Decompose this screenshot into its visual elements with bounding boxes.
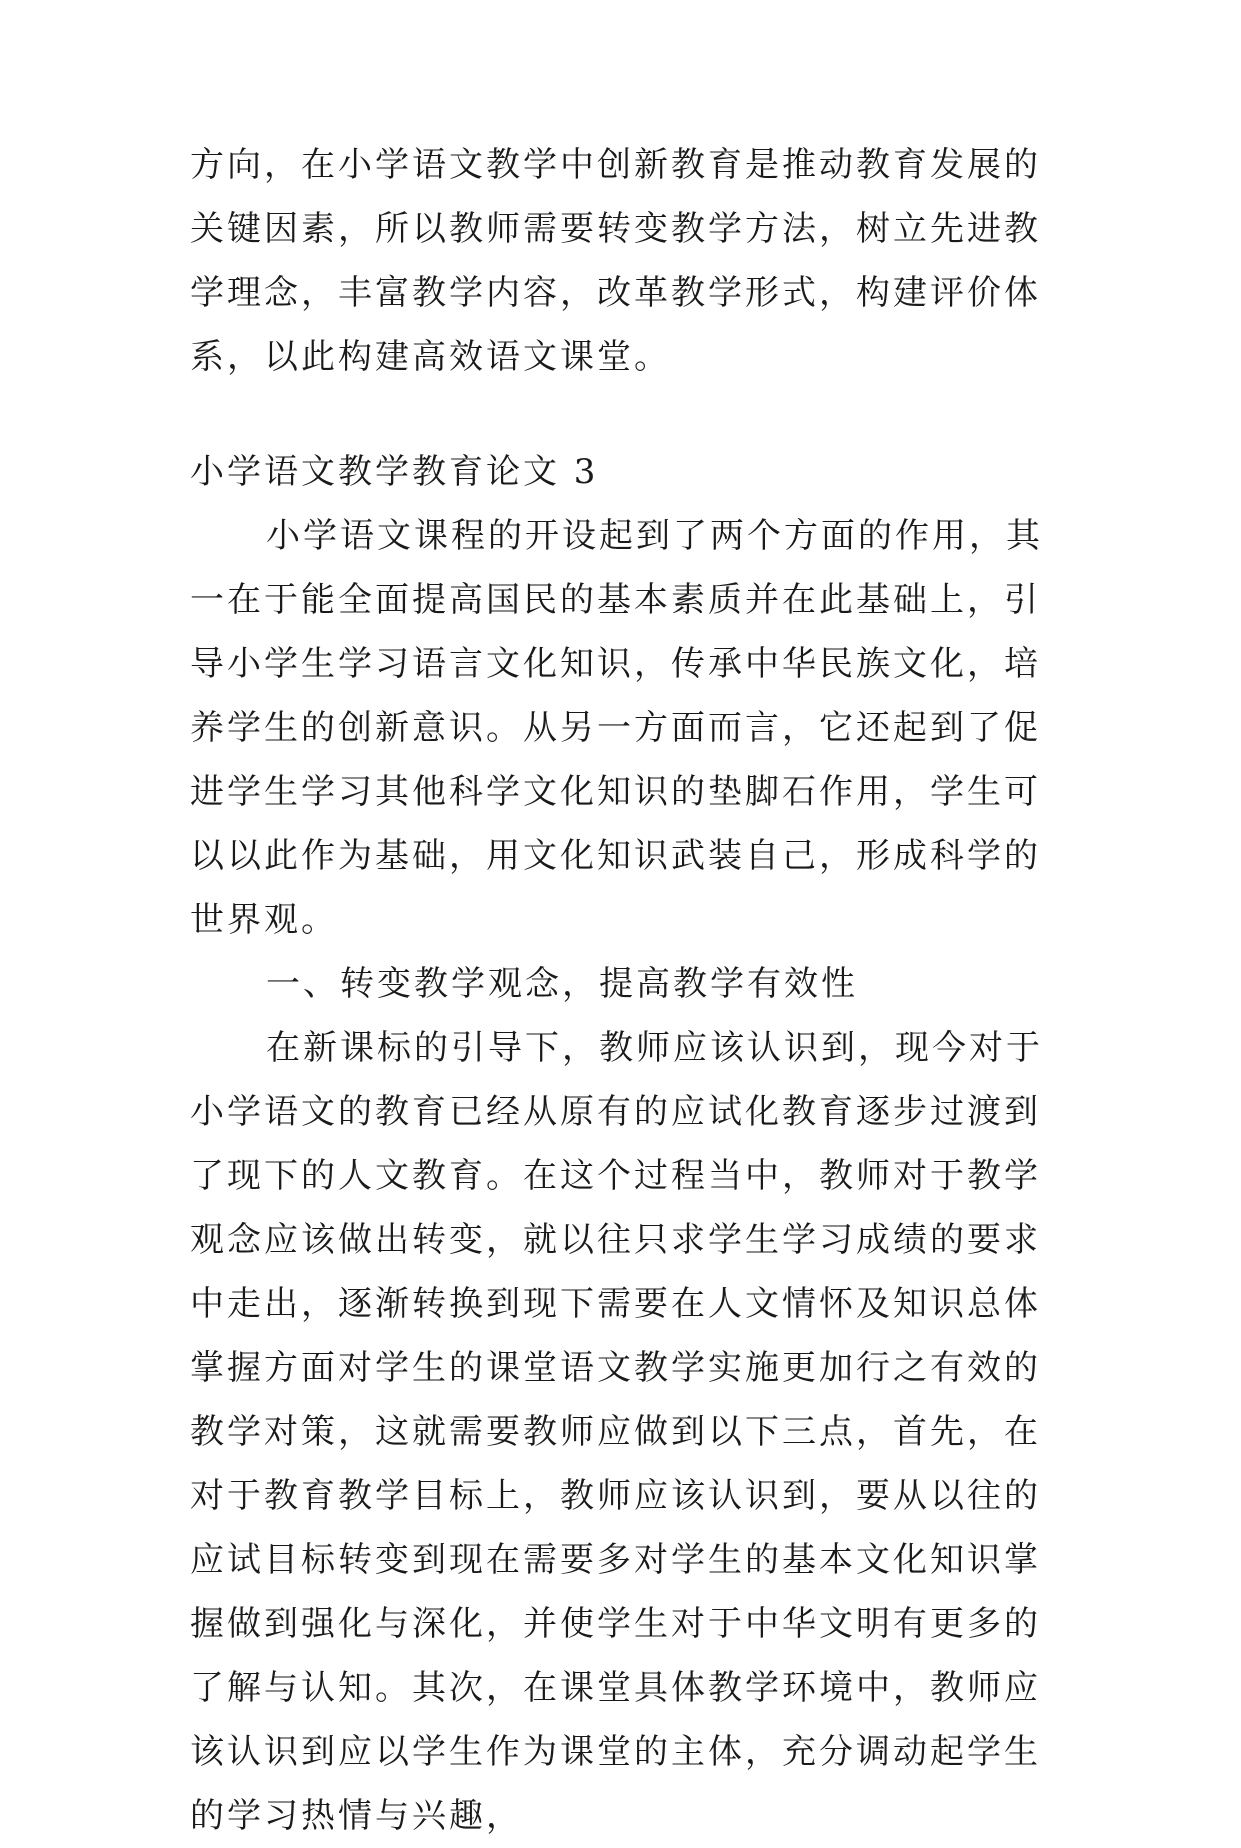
document-body-top [190, 133, 1050, 389]
section-title: 小学语文教学教育论文 3 [190, 452, 599, 492]
section-heading: 一、转变教学观念，提高教学有效性 [266, 964, 858, 1004]
continuation-paragraph: 方向，在小学语文教学中创新教育是推动教育发展的关键因素，所以教师需要转变教学方法，树立先进教学理念，丰富教学内容，改革教学形式，构建评价体系，以此构建高效语文课堂。 [190, 145, 1041, 377]
body-paragraph-1: 小学语文课程的开设起到了两个方面的作用，其一在于能全面提高国民的基本素质并在此基础上，引导小学生学习语言文化知识，传承中华民族文化，培养学生的创新意识。从另一方面而言，它还起到了促进学生学习其他科学文化知识的垫脚石作用，学生可以以此作为基础，用文化知识武装自己，形成科学的世界观。 [190, 516, 1043, 940]
document-body-main [190, 440, 1050, 1848]
body-paragraph-2: 在新课标的引导下，教师应该认识到，现今对于小学语文的教育已经从原有的应试化教育逐步过渡到了现下的人文教育。在这个过程当中，教师对于教学观念应该做出转变，就以往只求学生学习成绩的要求中走出，逐渐转换到现下需要在人文情怀及知识总体掌握方面对学生的课堂语文教学实施更加行之有效的教学对策，这就需要教师应做到以下三点，首先，在对于教育教学目标上，教师应该认识到，要从以往的应试目标转变到现在需要多对学生的基本文化知识掌握做到强化与深化，并使学生对于中华文明有更多的了解与认知。其次，在课堂具体教学环境中，教师应该认识到应以学生作为课堂的主体，充分调动起学生的学习热情与兴趣， [190, 1028, 1043, 1836]
